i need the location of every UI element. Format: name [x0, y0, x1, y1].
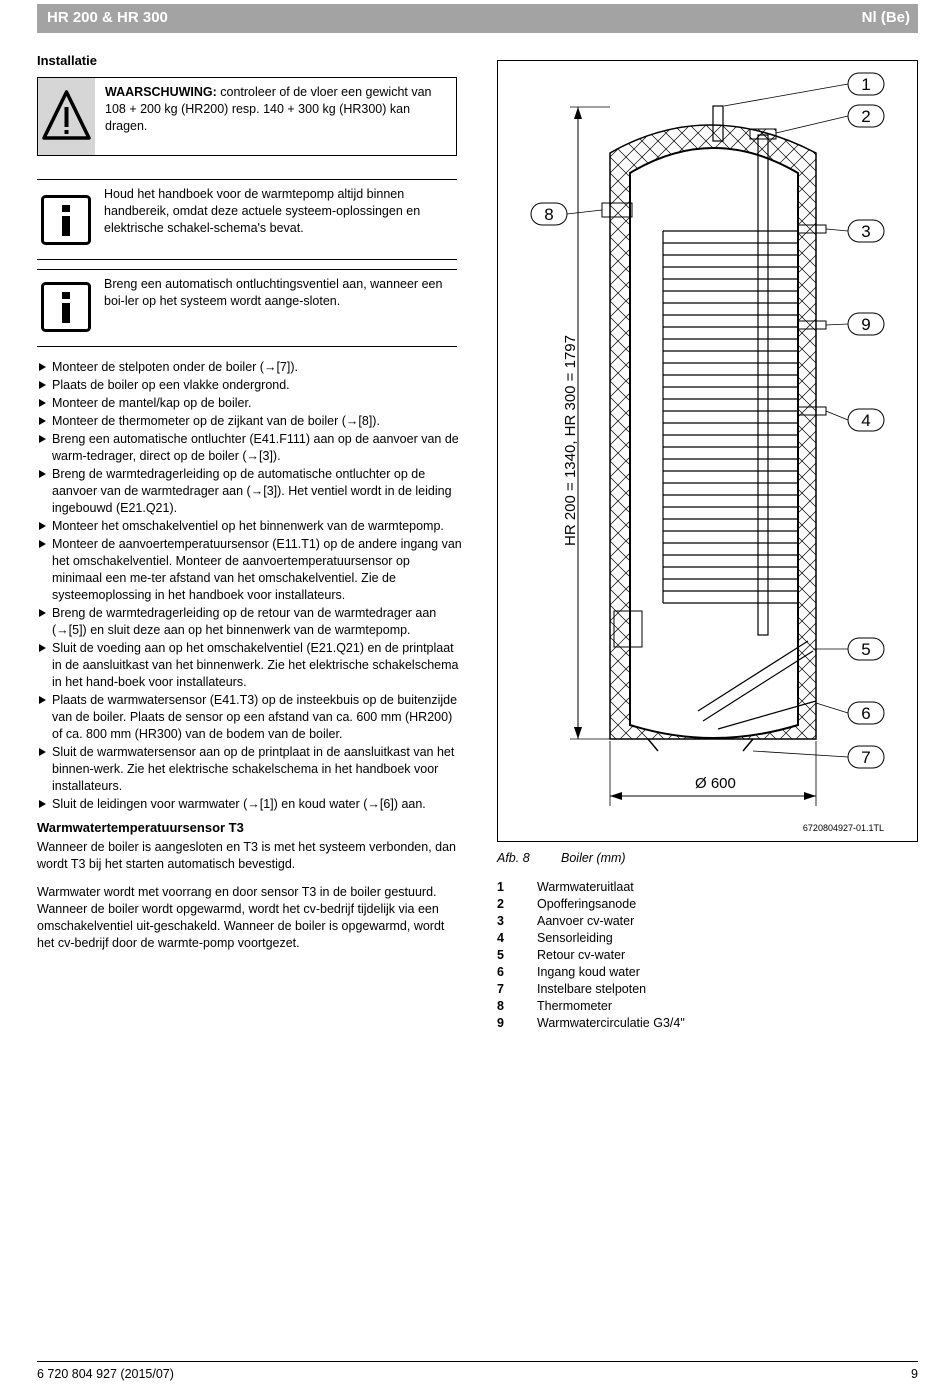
legend-item: 3 Aanvoer cv-water [497, 914, 635, 928]
legend-item: 2 Opofferingsanode [497, 897, 637, 911]
step-item: Sluit de leidingen voor warmwater (→[1]) en koud water (→[6]) aan. [37, 796, 462, 813]
warning-text [105, 84, 450, 135]
callout-6 [848, 702, 884, 724]
installation-steps [37, 359, 462, 814]
boiler-diagram [498, 61, 917, 841]
figure-title: Boiler (mm) [561, 851, 626, 865]
callout-7 [848, 746, 884, 768]
step-item: Sluit de warmwatersensor aan op de printplaat in de aansluitkast van het binnen-werk. Zie het elektrische schakelschema in het handboek voor installateurs. [37, 744, 462, 795]
warning-message: controleer of de vloer een gewicht van 108 + 200 kg (HR200) resp. 140 + 300 kg (HR300) kan dragen. [105, 85, 432, 133]
warning-box [37, 77, 457, 156]
info-icon [41, 282, 91, 332]
legend-item: 6 Ingang koud water [497, 965, 640, 979]
step-item: Monteer de stelpoten onder de boiler (→[7]). [37, 359, 462, 376]
boiler-figure [497, 60, 918, 842]
svg-text:8: 8 [544, 205, 554, 224]
section-title: Installatie [37, 53, 97, 68]
callout-2 [848, 105, 884, 127]
step-item: Breng de warmtedragerleiding op de automatische ontluchter op de aanvoer van de warmtedrager aan (→[3]). Het ventiel wordt in de leiding ingebouwd (E21.Q21). [37, 466, 462, 517]
subsection-title: Warmwatertemperatuursensor T3 [37, 820, 244, 835]
info-note-text: Houd het handboek voor de warmtepomp altijd binnen handbereik, omdat deze actuele systeem-oplossingen en elektrische schakel-schema's bevat. [104, 187, 421, 235]
svg-text:4: 4 [861, 411, 871, 430]
callout-5 [848, 638, 884, 660]
info-note-vent [37, 269, 457, 347]
callout-1 [848, 73, 884, 95]
svg-text:6: 6 [861, 704, 871, 723]
legend-item: 5 Retour cv-water [497, 948, 626, 962]
info-note-handbook [37, 179, 457, 260]
svg-text:9: 9 [861, 315, 871, 334]
step-item: Monteer de aanvoertemperatuursensor (E11.T1) op de andere ingang van het omschakelventiel. Monteer de aanvoertemperatuursensor op minimaal een me-ter afstand van het omschakelventiel. Zie de systeemoplossing in het handboek voor installateurs. [37, 536, 462, 604]
warning-triangle-icon [38, 78, 95, 155]
legend-item: 1 Warmwateruitlaat [497, 880, 634, 894]
paragraph: Warmwater wordt met voorrang en door sensor T3 in de boiler gestuurd. Wanneer de boiler wordt opgewarmd, wordt het cv-bedrijf tijdelijk via een omschakelventiel uit-geschakeld. Wanneer de boiler is opgewarmd, wordt het cv-bedrijf door de warmte-pomp voortgezet. [37, 885, 445, 950]
callout-9 [848, 313, 884, 335]
svg-text:5: 5 [861, 640, 871, 659]
figure-caption [497, 851, 626, 865]
figure-code: 6720804927-01.1TL [802, 823, 884, 833]
figure-legend [497, 879, 685, 1032]
svg-text:7: 7 [861, 748, 871, 767]
footer-document-number: 6 720 804 927 (2015/07) [37, 1367, 174, 1381]
step-item: Monteer de mantel/kap op de boiler. [37, 395, 462, 412]
step-item: Monteer de thermometer op de zijkant van de boiler (→[8]). [37, 413, 462, 430]
document-title: HR 200 & HR 300 [47, 9, 168, 26]
page-number: 9 [911, 1367, 918, 1381]
svg-text:2: 2 [861, 107, 871, 126]
step-item: Sluit de voeding aan op het omschakelventiel (E21.Q21) en de printplaat in de aansluitkast van het binnenwerk. Zie het elektrische schakelschema in het hand-boek voor installateurs. [37, 640, 462, 691]
info-icon [41, 195, 91, 245]
language-label: Nl (Be) [861, 9, 910, 26]
step-item: Breng een automatische ontluchter (E41.F111) aan op de aanvoer van de warm-tedrager, direct op de boiler (→[3]). [37, 431, 462, 465]
legend-item: 8 Thermometer [497, 999, 613, 1013]
info-note-text: Breng een automatisch ontluchtingsventiel aan, wanneer een boi-ler op het systeem wordt aange-sloten. [104, 277, 443, 308]
footer-divider [37, 1361, 918, 1362]
width-dimension-label: Ø 600 [695, 775, 736, 792]
callout-8 [531, 203, 567, 225]
tank-body [630, 148, 798, 738]
legend-item: 7 Instelbare stelpoten [497, 982, 647, 996]
callout-4 [848, 409, 884, 431]
step-item: Plaats de warmwatersensor (E41.T3) op de insteekbuis op de buitenzijde van de boiler. Plaats de sensor op een afstand van ca. 600 mm (HR200) of ca. 800 mm (HR300) van de bodem van de boiler. [37, 692, 462, 743]
svg-text:1: 1 [861, 75, 871, 94]
height-dimension-label: HR 200 = 1340, HR 300 = 1797 [562, 335, 579, 546]
legend-item: 9 Warmwatercirculatie G3/4" [497, 1016, 685, 1030]
step-item: Plaats de boiler op een vlakke ondergrond. [37, 377, 462, 394]
page-header [37, 4, 918, 33]
svg-text:3: 3 [861, 222, 871, 241]
paragraph: Wanneer de boiler is aangesloten en T3 is met het systeem verbonden, dan wordt T3 bij het starten automatisch bevestigd. [37, 840, 457, 871]
legend-item: 4 Sensorleiding [497, 931, 613, 945]
callout-3 [848, 220, 884, 242]
step-item: Breng de warmtedragerleiding op de retour van de warmtedrager aan (→[5]) en sluit deze aan op het binnenwerk van de warmtepomp. [37, 605, 462, 639]
step-item: Monteer het omschakelventiel op het binnenwerk van de warmtepomp. [37, 518, 462, 535]
warning-icon-cell [38, 78, 95, 155]
figure-number: Afb. 8 [497, 851, 530, 865]
warning-label: WAARSCHUWING: [105, 85, 217, 99]
